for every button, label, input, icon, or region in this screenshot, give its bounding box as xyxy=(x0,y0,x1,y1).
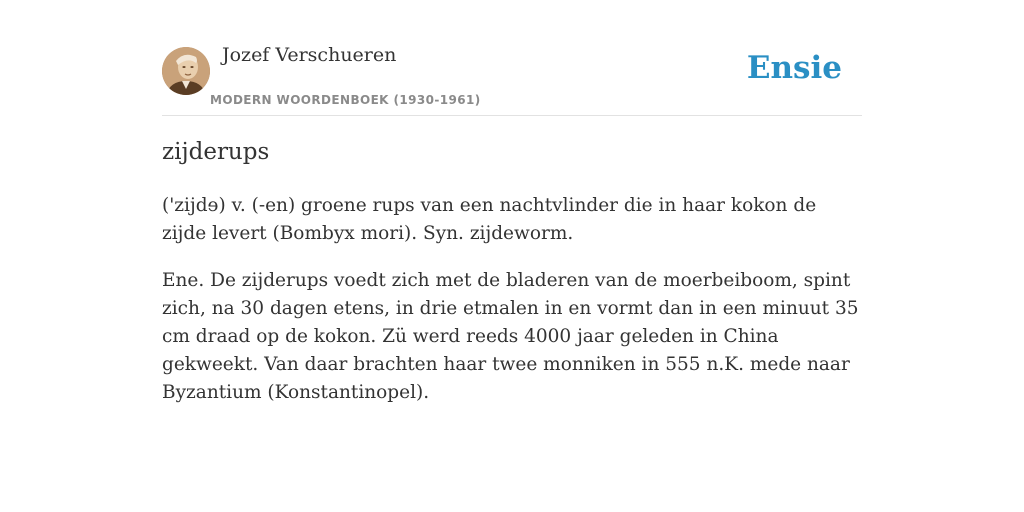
author-avatar[interactable] xyxy=(162,47,210,95)
portrait-icon xyxy=(162,47,210,95)
definition-paragraph: Ene. De zijderups voedt zich met de bladeren van de moerbeiboom, spint zich, na 30 dagen etens, in drie etmalen in en vormt dan in een minuut 35 cm draad op de kokon. Zü werd reeds 4000 jaar geleden in China gekweekt. Van daar brachten haar twee monniken in 555 n.K. mede naar Byzantium (Konstantinopel). xyxy=(162,270,859,403)
brand-logo[interactable]: Ensie xyxy=(746,50,842,86)
entry-container xyxy=(162,0,862,403)
author-name[interactable]: Jozef Verschueren xyxy=(222,44,397,66)
definition-paragraph: ('zijdɘ) v. (-en) groene rups van een nachtvlinder die in haar kokon de zijde levert (Bombyx mori). Syn. zijdeworm. xyxy=(162,195,817,244)
source-label[interactable]: MODERN WOORDENBOEK (1930-1961) xyxy=(210,93,481,107)
entry-title: zijderups xyxy=(162,139,270,165)
entry-header xyxy=(162,0,862,116)
